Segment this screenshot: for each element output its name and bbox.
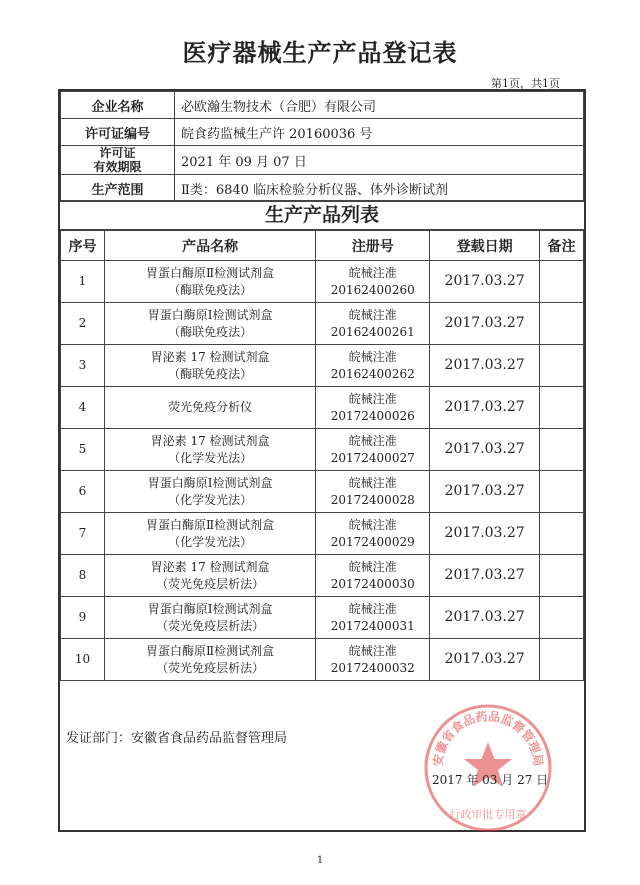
row-no [61, 387, 105, 429]
row-registration-no-line2: 20162400260 [330, 282, 415, 297]
row-product-name [104, 429, 315, 471]
production-scope-label: 生产范围 [61, 175, 175, 202]
row-product-name [104, 303, 315, 345]
col-header-note: 备注 [540, 231, 584, 261]
product-table [60, 230, 584, 681]
row-date-line1: 2017.03.27 [444, 273, 525, 289]
row-no-line1: 4 [78, 400, 87, 414]
row-date [430, 555, 540, 597]
row-no [61, 513, 105, 555]
enterprise-info-table [60, 91, 584, 202]
row-date-line1: 2017.03.27 [444, 399, 525, 415]
row-registration-no-line1: 皖械注准 [348, 475, 397, 490]
row-no [61, 261, 105, 303]
row-product-name-line2: （荧光免疫层析法） [156, 576, 265, 591]
row-product-name-line1: 胃蛋白酶原Ⅱ检测试剂盒 [146, 643, 275, 658]
row-product-name-line2: （酶联免疫法） [168, 282, 253, 297]
row-registration-no-line2: 20172400029 [330, 534, 415, 549]
license-number-row [61, 119, 584, 146]
row-no [61, 471, 105, 513]
enterprise-name-value: 必欧瀚生物技术（合肥）有限公司 [175, 92, 584, 119]
row-no-line1: 9 [78, 610, 87, 624]
row-registration-no [316, 345, 430, 387]
row-registration-no-line2: 20172400031 [330, 618, 415, 633]
license-number-label: 许可证编号 [61, 119, 175, 146]
row-product-name [104, 471, 315, 513]
issue-date: 2017 年 03 月 27 日 [432, 773, 549, 787]
row-note [540, 555, 584, 597]
row-registration-no-line2: 20172400028 [330, 492, 415, 507]
row-no-line1: 2 [78, 316, 87, 330]
license-validity-label-line2: 有效期限 [93, 160, 142, 174]
row-registration-no [316, 513, 430, 555]
row-registration-no-line1: 皖械注准 [348, 265, 397, 280]
row-date [430, 639, 540, 681]
row-no [61, 345, 105, 387]
row-product-name-line1: 胃泌素 17 检测试剂盒 [150, 349, 270, 364]
row-product-name [104, 387, 315, 429]
row-note [540, 597, 584, 639]
row-no-line1: 5 [78, 442, 87, 456]
row-product-name-line1: 胃蛋白酶原Ⅱ检测试剂盒 [146, 517, 275, 532]
official-seal [422, 702, 554, 834]
row-product-name [104, 261, 315, 303]
row-product-name [104, 345, 315, 387]
row-registration-no-line2: 20172400026 [330, 408, 415, 423]
row-date [430, 429, 540, 471]
row-date-line1: 2017.03.27 [444, 609, 525, 625]
table-row [61, 471, 584, 513]
row-note [540, 345, 584, 387]
col-header-no: 序号 [61, 231, 105, 261]
license-validity-label [61, 146, 175, 175]
row-registration-no [316, 471, 430, 513]
table-row [61, 303, 584, 345]
row-registration-no-line2: 20172400027 [330, 450, 415, 465]
row-no [61, 555, 105, 597]
row-registration-no [316, 387, 430, 429]
row-note [540, 387, 584, 429]
row-note [540, 513, 584, 555]
row-note [540, 261, 584, 303]
row-registration-no [316, 303, 430, 345]
row-no [61, 303, 105, 345]
row-registration-no-line2: 20162400262 [330, 366, 415, 381]
row-product-name [104, 555, 315, 597]
license-number-value: 皖食药监械生产许 20160036 号 [175, 119, 584, 146]
enterprise-name-label: 企业名称 [61, 92, 175, 119]
row-product-name [104, 513, 315, 555]
table-row [61, 387, 584, 429]
row-registration-no-line1: 皖械注准 [348, 391, 397, 406]
row-note [540, 471, 584, 513]
row-product-name-line2: （化学发光法） [168, 450, 253, 465]
row-registration-no [316, 597, 430, 639]
row-registration-no-line1: 皖械注准 [348, 517, 397, 532]
row-product-name [104, 597, 315, 639]
row-product-name-line2: （酶联免疫法） [168, 324, 253, 339]
license-validity-value: 2021 年 09 月 07 日 [175, 146, 584, 175]
row-note [540, 303, 584, 345]
row-product-name-line1: 荧光免疫分析仪 [168, 400, 253, 414]
table-row [61, 261, 584, 303]
row-product-name-line1: 胃蛋白酶原Ⅰ检测试剂盒 [147, 475, 273, 490]
row-registration-no-line2: 20172400030 [330, 576, 415, 591]
row-note [540, 639, 584, 681]
row-product-name [104, 639, 315, 681]
row-date-line1: 2017.03.27 [444, 483, 525, 499]
row-no-line1: 8 [78, 568, 87, 582]
row-product-name-line1: 胃蛋白酶原Ⅰ检测试剂盒 [147, 307, 273, 322]
row-date [430, 261, 540, 303]
table-row [61, 555, 584, 597]
seal-bottom-text: 行政审批专用章 [449, 808, 527, 821]
row-no-line1: 10 [74, 652, 91, 666]
enterprise-name-row [61, 92, 584, 119]
row-date [430, 303, 540, 345]
table-row [61, 639, 584, 681]
seal-outer-text: 安徽省食品药品监督管理局 [430, 709, 546, 767]
row-registration-no [316, 639, 430, 681]
row-registration-no-line2: 20172400032 [330, 660, 415, 675]
row-no-line1: 6 [78, 484, 87, 498]
table-row [61, 513, 584, 555]
document-title: 医疗器械生产产品登记表 [182, 39, 458, 67]
license-validity-row [61, 146, 584, 175]
row-no-line1: 3 [78, 358, 87, 372]
row-date [430, 513, 540, 555]
table-row [61, 597, 584, 639]
row-no [61, 639, 105, 681]
row-date-line1: 2017.03.27 [444, 525, 525, 541]
row-date [430, 597, 540, 639]
row-registration-no-line1: 皖械注准 [348, 433, 397, 448]
row-product-name-line1: 胃蛋白酶原Ⅰ检测试剂盒 [147, 601, 273, 616]
table-row [61, 429, 584, 471]
table-row [61, 345, 584, 387]
col-header-name: 产品名称 [104, 231, 315, 261]
row-date-line1: 2017.03.27 [444, 441, 525, 457]
row-no-line1: 7 [78, 526, 87, 540]
row-date [430, 345, 540, 387]
row-date-line1: 2017.03.27 [444, 315, 525, 331]
row-registration-no-line1: 皖械注准 [348, 349, 397, 364]
issuing-authority: 发证部门：安徽省食品药品监督管理局 [66, 731, 288, 746]
row-date-line1: 2017.03.27 [444, 651, 525, 667]
registration-form [58, 89, 586, 832]
row-product-name-line2: （酶联免疫法） [168, 366, 253, 381]
row-note [540, 429, 584, 471]
row-product-name-line2: （荧光免疫层析法） [156, 660, 265, 675]
row-product-name-line1: 胃泌素 17 检测试剂盒 [150, 433, 270, 448]
row-product-name-line1: 胃泌素 17 检测试剂盒 [150, 559, 270, 574]
product-list-heading: 生产产品列表 [60, 200, 584, 230]
row-registration-no-line1: 皖械注准 [348, 601, 397, 616]
row-date [430, 387, 540, 429]
row-date-line1: 2017.03.27 [444, 357, 525, 373]
row-product-name-line2: （荧光免疫层析法） [156, 618, 265, 633]
row-registration-no [316, 555, 430, 597]
row-no [61, 597, 105, 639]
row-product-name-line2: （化学发光法） [168, 492, 253, 507]
row-product-name-line1: 胃蛋白酶原Ⅱ检测试剂盒 [146, 265, 275, 280]
row-date [430, 471, 540, 513]
col-header-reg: 注册号 [316, 231, 430, 261]
col-header-date: 登载日期 [430, 231, 540, 261]
page-info: 第1页，共1页 [491, 77, 560, 90]
row-registration-no-line2: 20162400261 [330, 324, 415, 339]
production-scope-row [61, 175, 584, 202]
production-scope-value: Ⅱ类：6840 临床检验分析仪器、体外诊断试剂 [175, 175, 584, 202]
row-registration-no [316, 429, 430, 471]
license-validity-label-line1: 许可证 [99, 146, 136, 160]
row-registration-no-line1: 皖械注准 [348, 643, 397, 658]
row-no [61, 429, 105, 471]
row-no-line1: 1 [78, 274, 87, 288]
row-registration-no-line1: 皖械注准 [348, 559, 397, 574]
row-registration-no-line1: 皖械注准 [348, 307, 397, 322]
row-date-line1: 2017.03.27 [444, 567, 525, 583]
page-number: 1 [316, 855, 324, 866]
row-registration-no [316, 261, 430, 303]
row-product-name-line2: （化学发光法） [168, 534, 253, 549]
product-table-header [61, 231, 584, 261]
